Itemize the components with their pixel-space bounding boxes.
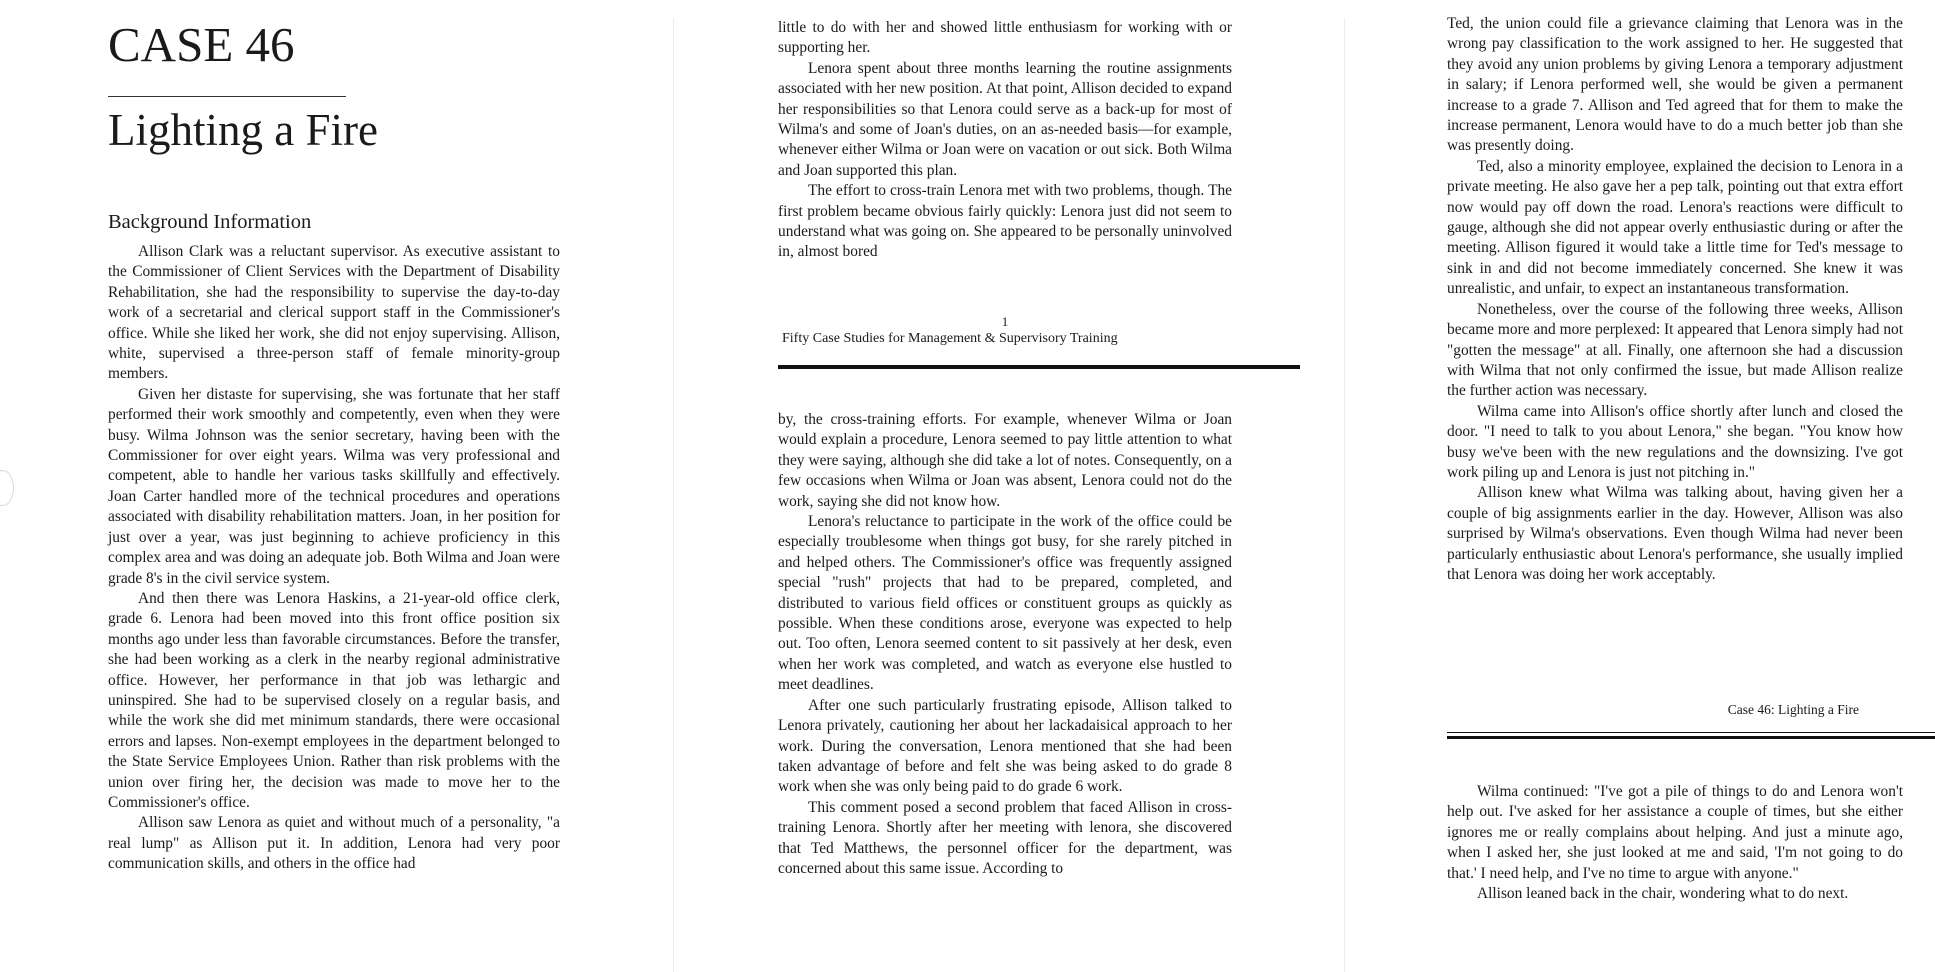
paragraph: This comment posed a second problem that faced Allison in cross-training Lenora. Shortly after her meeting with lenora, she discovered that Ted Matthews, the personnel officer for the department, was concerned about this same issue. According to (778, 798, 1232, 877)
footer-text: Fifty Case Studies for Management & Supervisory Training (782, 331, 1118, 346)
paragraph: Wilma continued: "I've got a pile of things to do and Lenora won't help out. I've asked for her assistance a couple of times, but she either ignores me or really complains about helping. And just a minute ago, when I asked her, she just looked at me and said, 'I'm not going to do that.' I need help, and I've no time to argue with anyone." (1447, 783, 1903, 882)
paragraph: Allison Clark was a reluctant supervisor. As executive assistant to the Commissioner of Client Services with the Department of Disability Rehabilitation, she had the responsibility to supervise the day-to-day work of a secretarial and clerical support staff in the Commissioner's office. While she liked her work, she did not enjoy supervising. Allison, white, supervised a three-person staff of female minority-group members. (108, 243, 560, 383)
footer-rule (1447, 732, 1935, 733)
paragraph: Allison leaned back in the chair, wondering what to do next. (1477, 885, 1849, 903)
case-title: Lighting a Fire (108, 105, 378, 155)
paragraph: Ted, also a minority employee, explained the decision to Lenora in a private meeting. He also gave her a pep talk, pointing out that extra effort now would pay off down the road. Lenora's reactions were difficult to gauge, although she did not appear overly enthusiastic during or after the meeting. Allison figured it would take a little time for Ted's message to sink in and did not become immediately concerned. She knew it was unrealistic, and unfair, to expect an instantaneous transformation. (1447, 157, 1903, 298)
body-text (778, 18, 1232, 263)
paragraph: Given her distaste for supervising, she was fortunate that her staff performed their work smoothly and competently, even when they were busy. Wilma Johnson was the senior secretary, having been with the Commissioner for over eight years. Wilma was very professional and competent, able to handle her various tasks skillfully and effectively. Joan Carter handled more of the technical procedures and operations associated with disability rehabilitation matters. Joan, in her position for just over a year, was just beginning to achieve proficiency in this complex area and was doing an adequate job. Both Wilma and Joan were grade 8's in the civil service system. (108, 385, 560, 587)
section-heading: Background Information (108, 211, 312, 233)
paragraph: Allison saw Lenora as quiet and without much of a personality, "a real lump" as Allison put it. In addition, Lenora had very poor communication skills, and others in the office had (108, 814, 560, 873)
case-number: CASE 46 (108, 17, 295, 72)
paragraph: little to do with her and showed little enthusiasm for working with or supporting her. (778, 19, 1232, 57)
page-divider (673, 18, 674, 972)
body-text (778, 410, 1232, 879)
footer-rule (778, 365, 1300, 369)
paragraph: After one such particularly frustrating episode, Allison talked to Lenora privately, cautioning her about her lackadaisical approach to her work. During the conversation, Lenora mentioned that she had been taken advantage of before and felt she was being asked to do grade 8 work when she was only being paid to do grade 6 work. (778, 696, 1232, 796)
page-edge-marker (0, 470, 14, 506)
body-text (108, 242, 560, 875)
paragraph: Lenora's reluctance to participate in the work of the office could be especially troublesome when things got busy, for she rarely pitched in and helped others. The Commissioner's office was frequently assigned special "rush" projects that had to be prepared, completed, and distributed to various field offices or constituent groups as quickly as possible. When these conditions arose, everyone was expected to help out. Too often, Lenora seemed content to sit passively at her desk, even when her work was completed, and watch as everyone else hustled to meet deadlines. (778, 513, 1232, 694)
body-text (1447, 782, 1903, 904)
page-footer (778, 314, 1232, 348)
paragraph: Nonetheless, over the course of the following three weeks, Allison became more and more perplexed: It appeared that Lenora simply had not "gotten the message" at all. Finally, one afternoon she had a discussion with Wilma that not only confirmed the issue, but made Allison realize the further action was necessary. (1447, 300, 1903, 400)
paragraph: Wilma came into Allison's office shortly after lunch and closed the door. "I need to talk to you about Lenora," she began. "You know how busy we've been with the new regulations and the downsizing. I've got work piling up and Lenora is just not pitching in." (1447, 402, 1903, 481)
title-rule (108, 96, 346, 97)
paragraph: And then there was Lenora Haskins, a 21-year-old office clerk, grade 6. Lenora had been moved into this front office position six months ago under less than favorable circumstances. Before the transfer, she had been working as a clerk in the nearby regional administrative office. However, her performance in that job was lethargic and uninspired. She had to be supervised closely on a regular basis, and while the work she did met minimum standards, there were occasional errors and lapses. Non-exempt employees in the department belonged to the State Service Employees Union. Rather than risk problems with the union over firing her, the decision was made to move her to the Commissioner's office. (108, 589, 560, 811)
paragraph: by, the cross-training efforts. For example, whenever Wilma or Joan would explain a procedure, Lenora seemed to pay little attention to what they were saying, although she did take a lot of notes. Consequently, on a few occasions when Wilma or Joan was absent, Lenora could not do the work, saying she did not know how. (778, 411, 1232, 510)
paragraph: The effort to cross-train Lenora met with two problems, though. The first problem became obvious fairly quickly: Lenora just did not seem to understand what was going on. She appeared to be personally uninvolved in, almost bored (778, 182, 1232, 261)
paragraph: Allison knew what Wilma was talking about, having given her a couple of big assignments earlier in the day. However, Allison was also surprised by Wilma's observations. Even though Wilma had never been particularly enthusiastic about Lenora's performance, she usually implied that Lenora was doing her work acceptably. (1447, 484, 1903, 583)
page-number: 1 (1001, 314, 1009, 329)
running-head: Case 46: Lighting a Fire (1727, 702, 1859, 717)
paragraph: Ted, the union could file a grievance claiming that Lenora was in the wrong pay classification to the work assigned to her. He suggested that they avoid any union problems by giving Lenora a temporary adjustment in salary; if Lenora performed well, she would be given a permanent increase to a grade 7. Allison and Ted agreed that for them to make the increase permanent, Lenora would have to do a much better job than she was presently doing. (1447, 15, 1903, 155)
page-divider (1344, 18, 1345, 972)
body-text (1447, 14, 1903, 585)
paragraph: Lenora spent about three months learning the routine assignments associated with her new position. At that point, Allison decided to expand her responsibilities so that Lenora could serve as a back-up for most of Wilma's and some of Joan's duties, on an as-needed basis—for example, whenever either Wilma or Joan were on vacation or out sick. Both Wilma and Joan supported this plan. (778, 59, 1232, 179)
footer-rule (1447, 736, 1935, 739)
